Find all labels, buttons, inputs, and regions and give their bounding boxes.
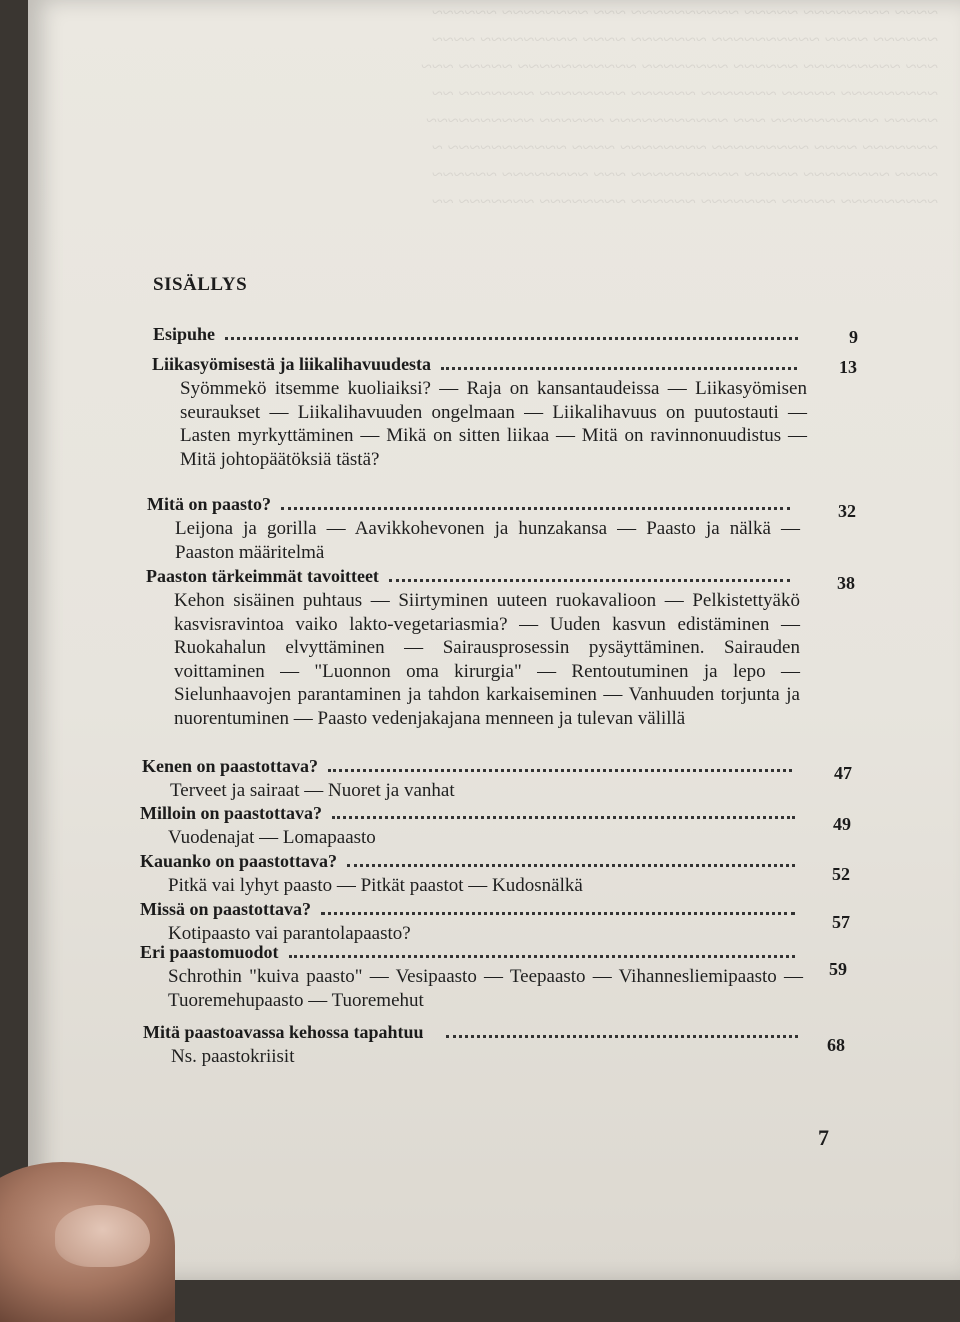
- thumbnail: [55, 1205, 150, 1267]
- toc-entry-page: 38: [837, 573, 855, 593]
- toc-entry-title-row: [142, 755, 852, 783]
- toc-entry: [146, 565, 855, 730]
- toc-entry-title-row: [140, 850, 850, 884]
- toc-entry-page: 13: [839, 357, 857, 377]
- toc-entry-title: Liikasyömisestä ja liikalihavuudesta: [152, 354, 432, 374]
- dot-leader: [321, 912, 795, 915]
- toc-entry: [140, 850, 850, 898]
- toc-entry: [142, 755, 852, 803]
- toc-entry-title-row: [153, 323, 858, 347]
- toc-entry-subtopics: Ns. paastokriisit: [171, 1046, 295, 1067]
- dot-leader: [347, 864, 795, 867]
- toc-entry-subtopics: Syömmekö itsemme kuoliaiksi? — Raja on kansantaudeissa — Liikasyömisen seuraukset — Liikalihavuuden ongelmaan — Liikalihavuus on puutostauti — Lasten myrkyttäminen — Mikä on sitten liikaa — Mitä on ravinnonuudistus — Mitä johtopäätöksiä tästä?: [180, 378, 807, 470]
- toc-entry-page: 47: [834, 763, 852, 783]
- toc-entry-title-row: [146, 565, 855, 593]
- toc-heading: SISÄLLYS: [153, 274, 248, 295]
- dot-leader: [446, 1035, 798, 1038]
- toc-entry-page: 57: [832, 912, 850, 932]
- toc-entry-title: Esipuhe: [153, 324, 216, 344]
- toc-entry-page: 32: [838, 501, 856, 521]
- toc-entry: [143, 1021, 845, 1069]
- toc-entry-title: Missä on paastottava?: [140, 899, 312, 919]
- toc-entry-title: Kenen on paastottava?: [142, 756, 319, 776]
- dot-leader: [281, 507, 790, 510]
- toc-entry-page: 52: [832, 864, 850, 884]
- toc-entry-title-row: [140, 941, 847, 979]
- toc-entry-page: 68: [827, 1035, 845, 1055]
- toc-entry-subtopics: Kehon sisäinen puhtaus — Siirtyminen uuteen ruokavalioon — Pelkistettyäkö kasvisravintoa vaiko lakto-vegetariasmia? — Uuden kasvun edistäminen — Ruokahalun elvyttäminen — Sairausprosessin pysäyttäminen. Sairauden voittaminen — "Luonnon oma kirurgia" — Rentoutuminen ja lepo — Sielunhaavojen parantaminen ja tahdon karkaiseminen — Vanhuuden torjunta ja nuorentuminen — Paasto vedenjakajana menneen ja tulevan välillä: [174, 590, 800, 729]
- dot-leader: [328, 769, 792, 772]
- toc-entry: [147, 493, 856, 564]
- dot-leader: [289, 955, 795, 958]
- toc-entry-title: Eri paastomuodot: [140, 942, 279, 962]
- toc-entry: [140, 802, 851, 850]
- dot-leader: [441, 367, 797, 370]
- toc-entry-title: Mitä paastoavassa kehossa tapahtuu: [143, 1022, 424, 1042]
- bleed-through-texture: ~~~~ ~~~~~~~~ ~~~~~ ~~~~~~~~~~ ~~~ ~~~~~~~~ ~~~~~~ ~~~~~~ ~~~~ ~~~~~~~~~~ ~~~~~~~ ~~~~ ~~~~~~~~~ ~~~~ ~~~ ~~~~~~~~~ ~~~~~~ ~~~~~~~~ ~~~~~~~~~~~ ~~~~~ ~~~ ~~~~~~~~~ ~~~~~ ~~~~~~~ ~~~~~~ ~~~~~~~~ ~~~~~~~ ~~ ~~~~~ ~~~~~~~~~~ ~~~ ~~~~~~~~~~~ ~~~~~~ ~~~~~~~~~~ ~~~~~~~ ~~~~ ~~~~~~~~~ ~~~~~~~~ ~~~~ ~~~~~~~~~~~ ~ ~~~~ ~~~~~~~~ ~~~~~ ~~~~~~~~~~ ~~~ ~~~~~~~~ ~~~~~~ ~~~~~~~~~ ~~~~~ ~~~~~~~ ~~~~~~ ~~~~~~~~ ~~~~~~~ ~~: [421, 2, 938, 213]
- dot-leader: [225, 337, 798, 340]
- toc-entry-title-row: [140, 898, 850, 932]
- toc-entry-page: 9: [849, 327, 858, 347]
- dot-leader: [389, 579, 790, 582]
- toc-entry-subtopics: Schrothin "kuiva paasto" — Vesipaasto — Teepaasto — Vihannesliemipaasto — Tuoremehupaasto — Tuoremehut: [168, 966, 803, 1011]
- toc-entry-subtopics: Leijona ja gorilla — Aavikkohevonen ja hunzakansa — Paasto ja nälkä — Paaston määritelmä: [175, 518, 800, 563]
- page-number: 7: [818, 1125, 829, 1150]
- toc-entry-page: 59: [829, 959, 847, 979]
- toc-entry: [152, 353, 857, 471]
- toc-entry-title-row: [147, 493, 856, 521]
- toc-entry: [140, 941, 847, 1012]
- toc-entry-title: Mitä on paasto?: [147, 494, 272, 514]
- toc-entry-subtopics: Vuodenajat — Lomapaasto: [168, 827, 376, 848]
- toc-entry: [140, 898, 850, 946]
- toc-entry-subtopics: Kotipaasto vai parantolapaasto?: [168, 923, 411, 944]
- toc-entry-title: Kauanko on paastottava?: [140, 851, 338, 871]
- toc-entry-title-row: [152, 353, 857, 377]
- toc-entry-title-row: [140, 802, 851, 834]
- toc-entry-title-row: [143, 1021, 845, 1055]
- dot-leader: [332, 816, 795, 819]
- toc-entry-subtopics: Terveet ja sairaat — Nuoret ja vanhat: [170, 780, 455, 801]
- toc-entry-subtopics: Pitkä vai lyhyt paasto — Pitkät paastot — Kudosnälkä: [168, 875, 583, 896]
- toc-entry-page: 49: [833, 814, 851, 834]
- toc-entry-title: Milloin on paastottava?: [140, 803, 323, 823]
- toc-entry-title: Paaston tärkeimmät tavoitteet: [146, 566, 379, 586]
- toc-entry: [153, 323, 858, 347]
